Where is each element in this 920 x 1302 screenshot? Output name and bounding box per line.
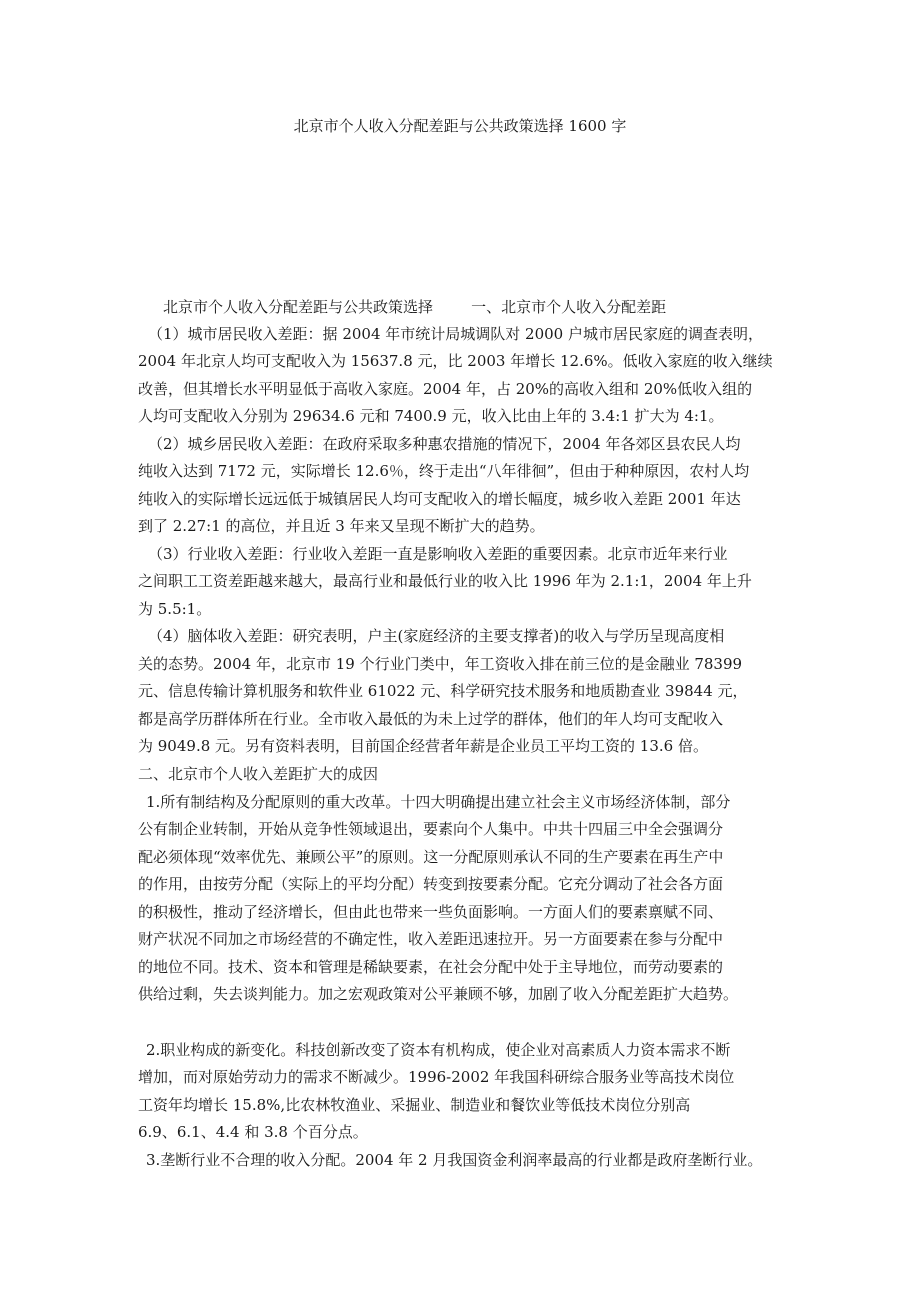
section-heading: 二、北京市个人收入差距扩大的成因 xyxy=(138,765,379,783)
paragraph-line: 6.9、6.1、4.4 和 3.8 个百分点。 xyxy=(138,1123,368,1141)
paragraph-line: （4）脑体收入差距：研究表明，户主(家庭经济的主要支撑者)的收入与学历呈现高度相 xyxy=(148,627,725,645)
paragraph-line: 的积极性，推动了经济增长，但由此也带来一些负面影响。一方面人们的要素禀赋不同、 xyxy=(138,903,724,921)
paragraph-line: 3.垄断行业不合理的收入分配。2004 年 2 月我国资金利润率最高的行业都是政府垄断行业。 xyxy=(146,1151,763,1169)
paragraph-line: 人均可支配收入分别为 29634.6 元和 7400.9 元，收入比由上年的 3.4:1 扩大为 4:1。 xyxy=(138,407,724,425)
paragraph-line: 1.所有制结构及分配原则的重大改革。十四大明确提出建立社会主义市场经济体制，部分 xyxy=(146,793,731,811)
paragraph-line: 关的态势。2004 年，北京市 19 个行业门类中，年工资收入排在前三位的是金融业 78399 xyxy=(138,655,743,673)
paragraph-line: 为 9049.8 元。另有资料表明，目前国企经营者年薪是企业员工平均工资的 13.6 倍。 xyxy=(138,737,708,755)
paragraph-line: 北京市个人收入分配差距与公共政策选择 一、北京市个人收入分配差距 xyxy=(163,298,667,316)
paragraph-line: 供给过剩，失去谈判能力。加之宏观政策对公平兼顾不够，加剧了收入分配差距扩大趋势。 xyxy=(138,985,739,1003)
paragraph-line: 增加，而对原始劳动力的需求不断减少。1996-2002 年我国科研综合服务业等高技术岗位 xyxy=(138,1068,735,1086)
paragraph-line: 元、信息传输计算机服务和软件业 61022 元、科学研究技术服务和地质勘查业 39844 元， xyxy=(138,682,748,700)
paragraph-line: 财产状况不同加之市场经营的不确定性，收入差距迅速拉开。另一方面要素在参与分配中 xyxy=(138,930,724,948)
paragraph-line: 都是高学历群体所在行业。全市收入最低的为未上过学的群体，他们的年人均可支配收入 xyxy=(138,710,724,728)
paragraph-line: 改善，但其增长水平明显低于高收入家庭。2004 年，占 20%的高收入组和 20%低收入组的 xyxy=(138,380,753,398)
paragraph-line: 公有制企业转制，开始从竞争性领域退出，要素向个人集中。中共十四届三中全会强调分 xyxy=(138,820,724,838)
paragraph-line: 为 5.5:1。 xyxy=(138,600,212,618)
paragraph-line: 到了 2.27:1 的高位，并且近 3 年来又呈现不断扩大的趋势。 xyxy=(138,517,545,535)
paragraph-line: 纯收入达到 7172 元，实际增长 12.6％，终于走出“八年徘徊”，但由于种种原因，农村人均 xyxy=(138,462,750,480)
paragraph-line: 之间职工工资差距越来越大，最高行业和最低行业的收入比 1996 年为 2.1:1，2004 年上升 xyxy=(138,572,752,590)
paragraph-line: 工资年均增长 15.8%,比农林牧渔业、采掘业、制造业和餐饮业等低技术岗位分别高 xyxy=(138,1096,691,1114)
paragraph-line: （2）城乡居民收入差距：在政府采取多种惠农措施的情况下，2004 年各郊区县农民人均 xyxy=(148,435,741,453)
paragraph-line: 纯收入的实际增长远远低于城镇居民人均可支配收入的增长幅度，城乡收入差距 2001 年达 xyxy=(138,490,741,508)
paragraph-line: 2004 年北京人均可支配收入为 15637.8 元，比 2003 年增长 12.6%。低收入家庭的收入继续 xyxy=(138,352,773,370)
paragraph-line: 的地位不同。技术、资本和管理是稀缺要素，在社会分配中处于主导地位，而劳动要素的 xyxy=(138,958,724,976)
document-title: 北京市个人收入分配差距与公共政策选择 1600 字 xyxy=(293,117,627,135)
paragraph-line: （1）城市居民收入差距：据 2004 年市统计局城调队对 2000 户城市居民家庭的调查表明， xyxy=(148,325,763,343)
paragraph-line: 配必须体现“效率优先、兼顾公平”的原则。这一分配原则承认不同的生产要素在再生产中 xyxy=(138,848,724,866)
paragraph-line: （3）行业收入差距：行业收入差距一直是影响收入差距的重要因素。北京市近年来行业 xyxy=(148,545,728,563)
paragraph-line: 2.职业构成的新变化。科技创新改变了资本有机构成，使企业对高素质人力资本需求不断 xyxy=(146,1041,731,1059)
paragraph-line: 的作用，由按劳分配（实际上的平均分配）转变到按要素分配。它充分调动了社会各方面 xyxy=(138,875,724,893)
